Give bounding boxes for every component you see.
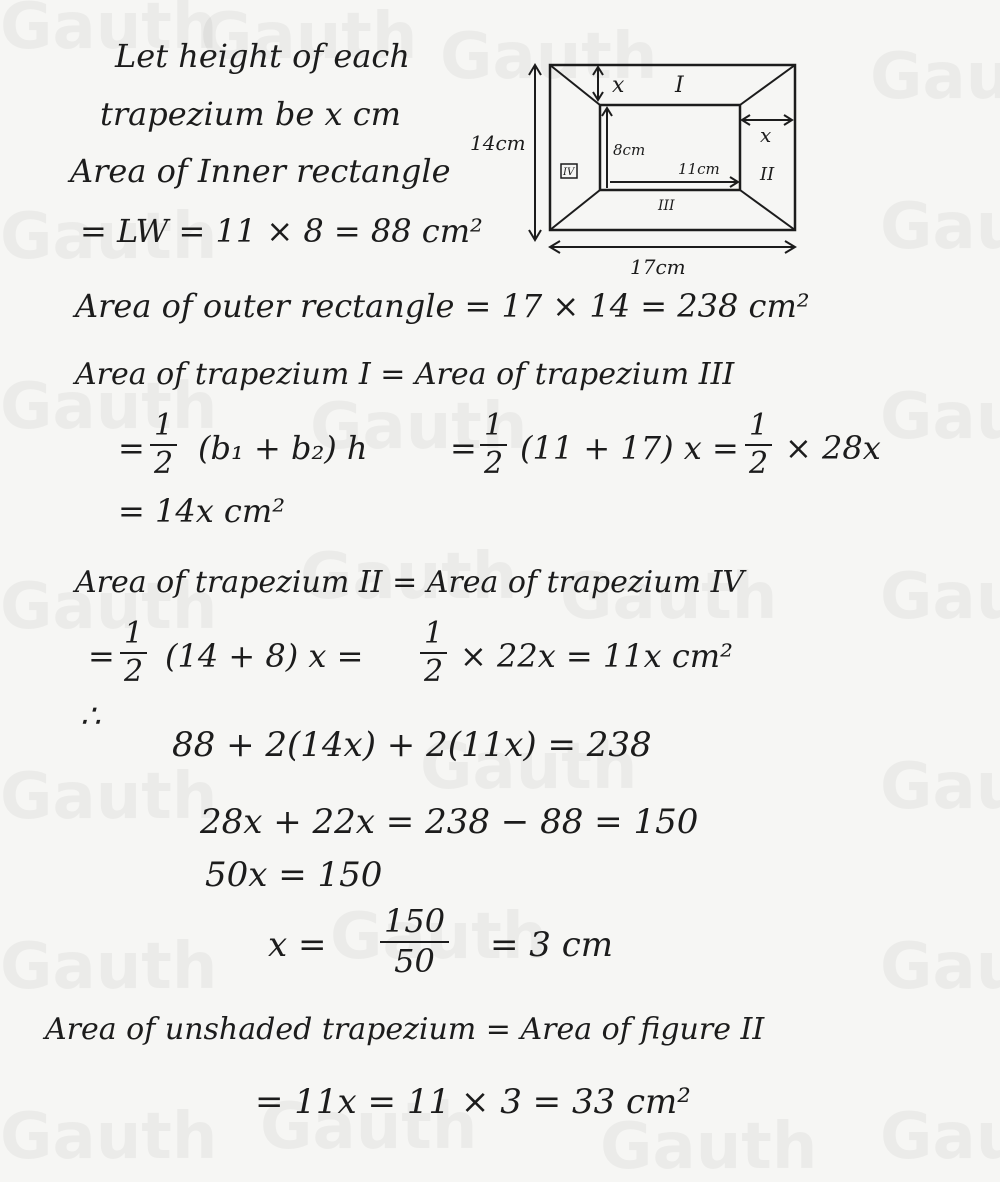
trap-II-lead: =	[88, 637, 115, 675]
fraction-half	[480, 410, 507, 479]
fraction-denominator: 2	[749, 445, 769, 481]
fraction-denominator: 50	[394, 941, 435, 980]
inner-height-label: 8cm	[613, 141, 646, 159]
trapezium-II-label: II	[760, 164, 775, 185]
fraction-numerator: 1	[420, 618, 447, 654]
outer-rect-line: Area of outer rectangle = 17 × 14 = 238 cm²	[75, 287, 810, 325]
right-x-label: x	[760, 123, 772, 147]
watermark-text	[880, 1100, 1000, 1174]
inner-rect-heading: Area of Inner rectangle	[70, 152, 451, 190]
fraction-denominator: 2	[154, 445, 174, 481]
answer-heading: Area of unshaded trapezium = Area of figure II	[45, 1012, 765, 1047]
fraction-denominator: 2	[124, 653, 144, 689]
trap-I-formula: (b₁ + b₂) h	[198, 429, 368, 467]
trap-I-tail: × 28x	[785, 429, 881, 467]
trap-I-equals: =	[450, 429, 477, 467]
inner-width-label: 11cm	[678, 160, 720, 178]
diagonal-bottom-right	[740, 190, 795, 230]
trap-I-result: = 14x cm²	[118, 492, 286, 530]
trap-I-expr: (11 + 17) x =	[520, 429, 739, 467]
intro-line-2: trapezium be x cm	[100, 95, 401, 133]
trap-II-tail: × 22x = 11x cm²	[460, 637, 733, 675]
fraction-numerator: 1	[150, 410, 177, 446]
diagonal-top-left	[550, 65, 600, 105]
fraction-numerator: 150	[380, 905, 449, 943]
top-x-label: x	[612, 73, 625, 98]
trap-I-heading: Area of trapezium I = Area of trapezium III	[75, 357, 735, 392]
watermark-text	[870, 40, 1000, 114]
fraction-half	[150, 410, 177, 479]
trapezium-III-label: III	[658, 198, 675, 214]
equation-1: 88 + 2(14x) + 2(11x) = 238	[172, 725, 652, 765]
answer-result: = 11x = 11 × 3 = 33 cm²	[255, 1082, 691, 1122]
fraction-denominator: 2	[484, 445, 504, 481]
watermark-text	[880, 190, 1000, 264]
watermark-text	[880, 750, 1000, 824]
watermark-text	[880, 380, 1000, 454]
watermark-text	[0, 760, 217, 834]
equation-2: 28x + 22x = 238 − 88 = 150	[200, 802, 699, 842]
trapezium-diagram	[470, 50, 820, 280]
therefore-symbol: ∴	[80, 697, 101, 735]
diagonal-bottom-left	[550, 190, 600, 230]
inner-rect-formula: = LW = 11 × 8 = 88 cm²	[80, 212, 483, 250]
watermark-text	[0, 1100, 217, 1174]
equation-4-tail: = 3 cm	[490, 925, 614, 965]
fraction-numerator: 1	[120, 618, 147, 654]
fraction-numerator: 1	[745, 410, 772, 446]
watermark-text	[0, 930, 217, 1004]
fraction-numerator: 1	[480, 410, 507, 446]
equation-3: 50x = 150	[205, 855, 383, 895]
outer-width-label: 17cm	[630, 255, 686, 279]
fraction-half	[745, 410, 772, 479]
fraction-half	[420, 618, 447, 687]
watermark-text	[880, 930, 1000, 1004]
fraction-denominator: 2	[424, 653, 444, 689]
trap-II-expr: (14 + 8) x =	[165, 637, 364, 675]
trapezium-I-label: I	[675, 73, 684, 98]
trap-I-step1-lead: =	[118, 429, 145, 467]
intro-line-1: Let height of each	[115, 37, 410, 75]
watermark-text	[880, 560, 1000, 634]
diagonal-top-right	[740, 65, 795, 105]
equation-4-lead: x =	[268, 925, 327, 965]
outer-height-label: 14cm	[470, 131, 526, 155]
fraction-150-over-50	[380, 902, 449, 980]
fraction-half	[120, 618, 147, 687]
trap-II-heading: Area of trapezium II = Area of trapezium IV	[75, 565, 745, 600]
trapezium-IV-label: IV	[563, 167, 575, 178]
